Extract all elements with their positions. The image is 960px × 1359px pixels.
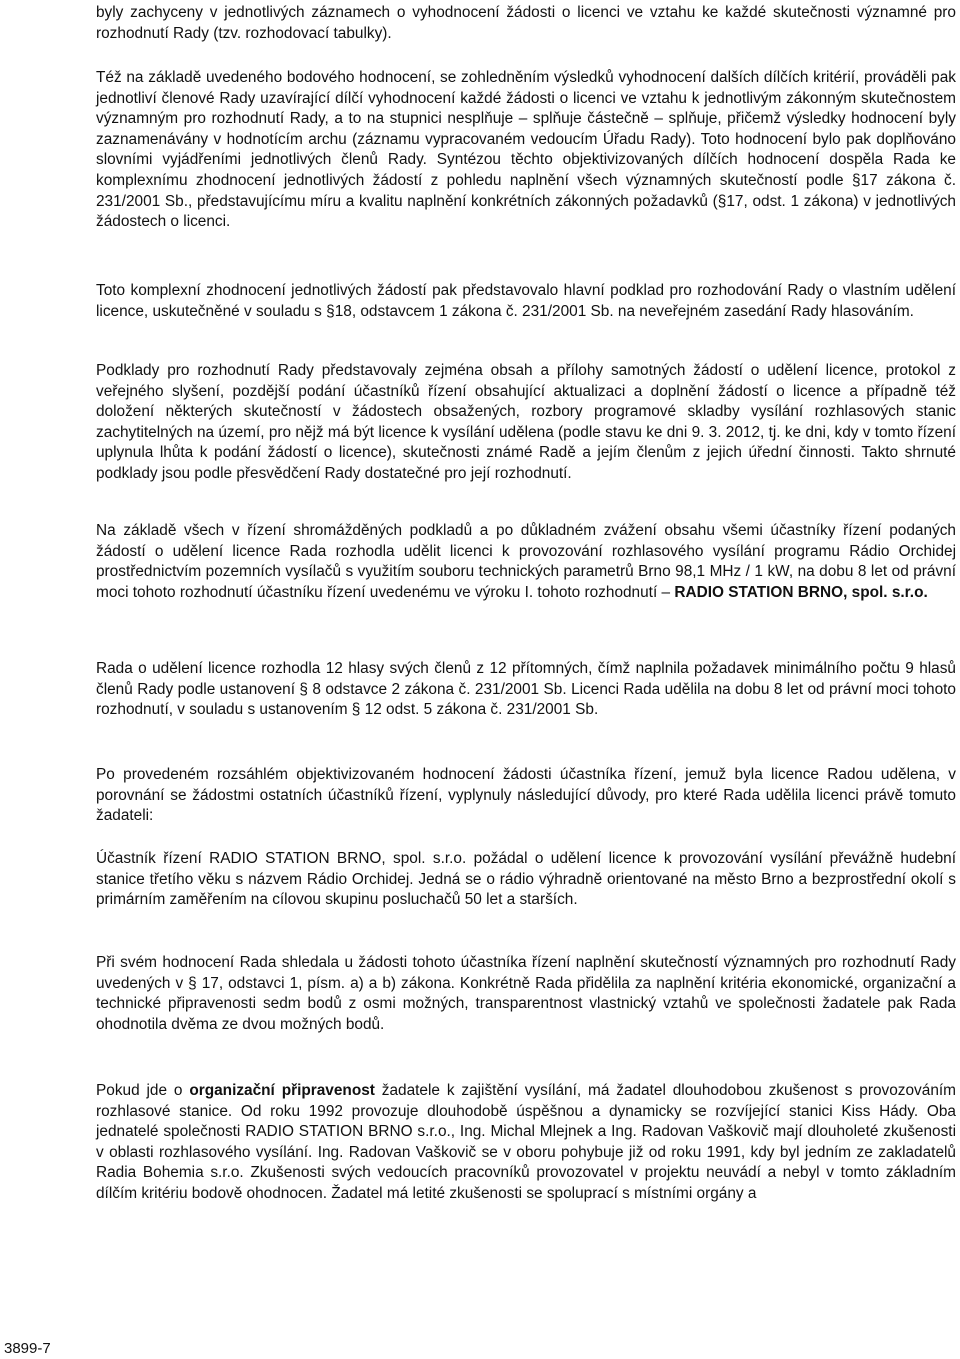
paragraph-10-lead: Pokud jde o bbox=[96, 1082, 190, 1099]
page-number: 3899-7 bbox=[4, 1340, 51, 1357]
paragraph-4: Podklady pro rozhodnutí Rady představovaly zejména obsah a přílohy samotných žádostí o udělení licence, protokol z veřejného slyšení, pozdější podání účastníků řízení obsahující aktualizaci a doplnění žádostí o licence a případně též doložení některých skutečností v žádostech obsažených, rozbory programové skladby vysílání rozhlasových stanic zachytitelných na území, pro nějž má být licence k vysílání udělena (podle stavu ke dni 9. 3. 2012, tj. ke dni, kdy v tomto řízení uplynula lhůta k podání žádostí o licence), skutečnosti známé Radě a jejím členům z jejich úřední činnosti. Takto shrnuté podklady jsou podle přesvědčení Rady dostatečné pro její rozhodnutí. bbox=[96, 362, 956, 482]
paragraph-3: Toto komplexní zhodnocení jednotlivých žádostí pak představovalo hlavní podklad pro rozhodování Rady o vlastním udělení licence, uskutečněné v souladu s §18, odstavcem 1 zákona č. 231/2001 Sb. na neveřejném zasedání Rady hlasováním. bbox=[96, 282, 956, 320]
paragraph-6: Rada o udělení licence rozhodla 12 hlasy svých členů z 12 přítomných, čímž naplnila požadavek minimálního počtu 9 hlasů členů Rady podle ustanovení § 8 odstavce 2 zákona č. 231/2001 Sb. Licenci Rada udělila na dobu 8 let od právní moci tohoto rozhodnutí, v souladu s ustanovením § 12 odst. 5 zákona č. 231/2001 Sb. bbox=[96, 660, 956, 719]
paragraph-1: byly zachyceny v jednotlivých záznamech o vyhodnocení žádosti o licenci ve vztahu ke každé skutečnosti významné pro rozhodnutí Rady (tzv. rozhodovací tabulky). bbox=[96, 4, 956, 42]
paragraph-10 bbox=[96, 1081, 956, 1205]
paragraph-8: Účastník řízení RADIO STATION BRNO, spol. s.r.o. požádal o udělení licence k provozování vysílání převážně hudební stanice třetího věku s názvem Rádio Orchidej. Jedná se o rádio výhradně orientované na město Brno a bezprostřední okolí s primárním zaměřením na cílovou skupinu posluchačů 50 let a starších. bbox=[96, 850, 956, 909]
paragraph-10-text: žadatele k zajištění vysílání, má žadatel dlouhodobou zkušenost s provozováním rozhlasové stanice. Od roku 1992 provozuje dlouhodobě úspěšnou a dynamicky se rozvíjející stanici Kiss Hády. Oba jednatelé společnosti RADIO STATION BRNO s.r.o., Ing. Michal Mlejnek a Ing. Radovan Vaškovič mají dlouholeté zkušenosti v oblasti rozhlasového vysílání. Ing. Radovan Vaškovič se v oboru pohybuje již od roku 1991, kdy byl jedním ze zakladatelů Radia Bohemia s.r.o. Zkušenosti svých vedoucích pracovníků provozovatel v projektu neuvádí a nebyl v tomto základním dílčím kritériu bodově ohodnocen. Žadatel má letité zkušenosti se spoluprací s místními orgány a bbox=[96, 1082, 956, 1202]
paragraph-2: Též na základě uvedeného bodového hodnocení, se zohledněním výsledků vyhodnocení dalších dílčích kritérií, prováděli pak jednotliví členové Rady uzavírající dílčí vyhodnocení každé žádosti o licenci ve vztahu k jednotlivým zákonným skutečnostem významným pro rozhodnutí Rady, a to na stupnici nesplňuje – splňuje částečně – splňuje, přičemž výsledky hodnocení byly zaznamenávány v hodnotícím archu (záznamu vypracovaném vedoucím Úřadu Rady). Toto hodnocení bylo pak doplňováno slovními vyjádřeními jednotlivých členů Rady. Syntézou těchto objektivizovaných dílčích hodnocení dospěla Rada ke komplexnímu zhodnocení jednotlivých žádostí z pohledu naplnění všech významných skutečností podle §17 zákona č. 231/2001 Sb., představujícímu míru a kvalitu naplnění konkrétních zákonných požadavků (§17, odst. 1 zákona) v jednotlivých žádostech o licenci. bbox=[96, 69, 956, 231]
paragraph-9: Při svém hodnocení Rada shledala u žádosti tohoto účastníka řízení naplnění skutečností významných pro rozhodnutí Rady uvedených v § 17, odstavci 1, písm. a) a b) zákona. Konkrétně Rada přidělila za naplnění kritéria ekonomické, organizační a technické připravenosti sedm bodů z osmi možných, transparentnost vlastnický vztahů ve společnosti žadatele pak Rada ohodnotila dvěma ze dvou možných bodů. bbox=[96, 954, 956, 1033]
organizational-readiness-term: organizační připravenost bbox=[189, 1082, 375, 1099]
licensee-name: RADIO STATION BRNO, spol. s.r.o. bbox=[674, 583, 928, 601]
paragraph-5 bbox=[96, 521, 956, 603]
paragraph-7: Po provedeném rozsáhlém objektivizovaném hodnocení žádosti účastníka řízení, jemuž byla licence Radou udělena, v porovnání se žádostmi ostatních účastníků řízení, vyplynuly následující důvody, pro které Rada udělila licenci právě tomuto žadateli: bbox=[96, 766, 956, 825]
paragraph-5-text: Na základě všech v řízení shromážděných podkladů a po důkladném zvážení obsahu všemi účastníky řízení podaných žádostí o udělení licence Rada rozhodla udělit licenci k provozování rozhlasového vysílání programu Rádio Orchidej prostřednictvím pozemních vysílačů s využitím souboru technických parametrů Brno 98,1 MHz / 1 kW, na dobu 8 let od právní moci tohoto rozhodnutí účastníku řízení uvedenému ve výroku I. tohoto rozhodnutí – bbox=[96, 522, 956, 601]
